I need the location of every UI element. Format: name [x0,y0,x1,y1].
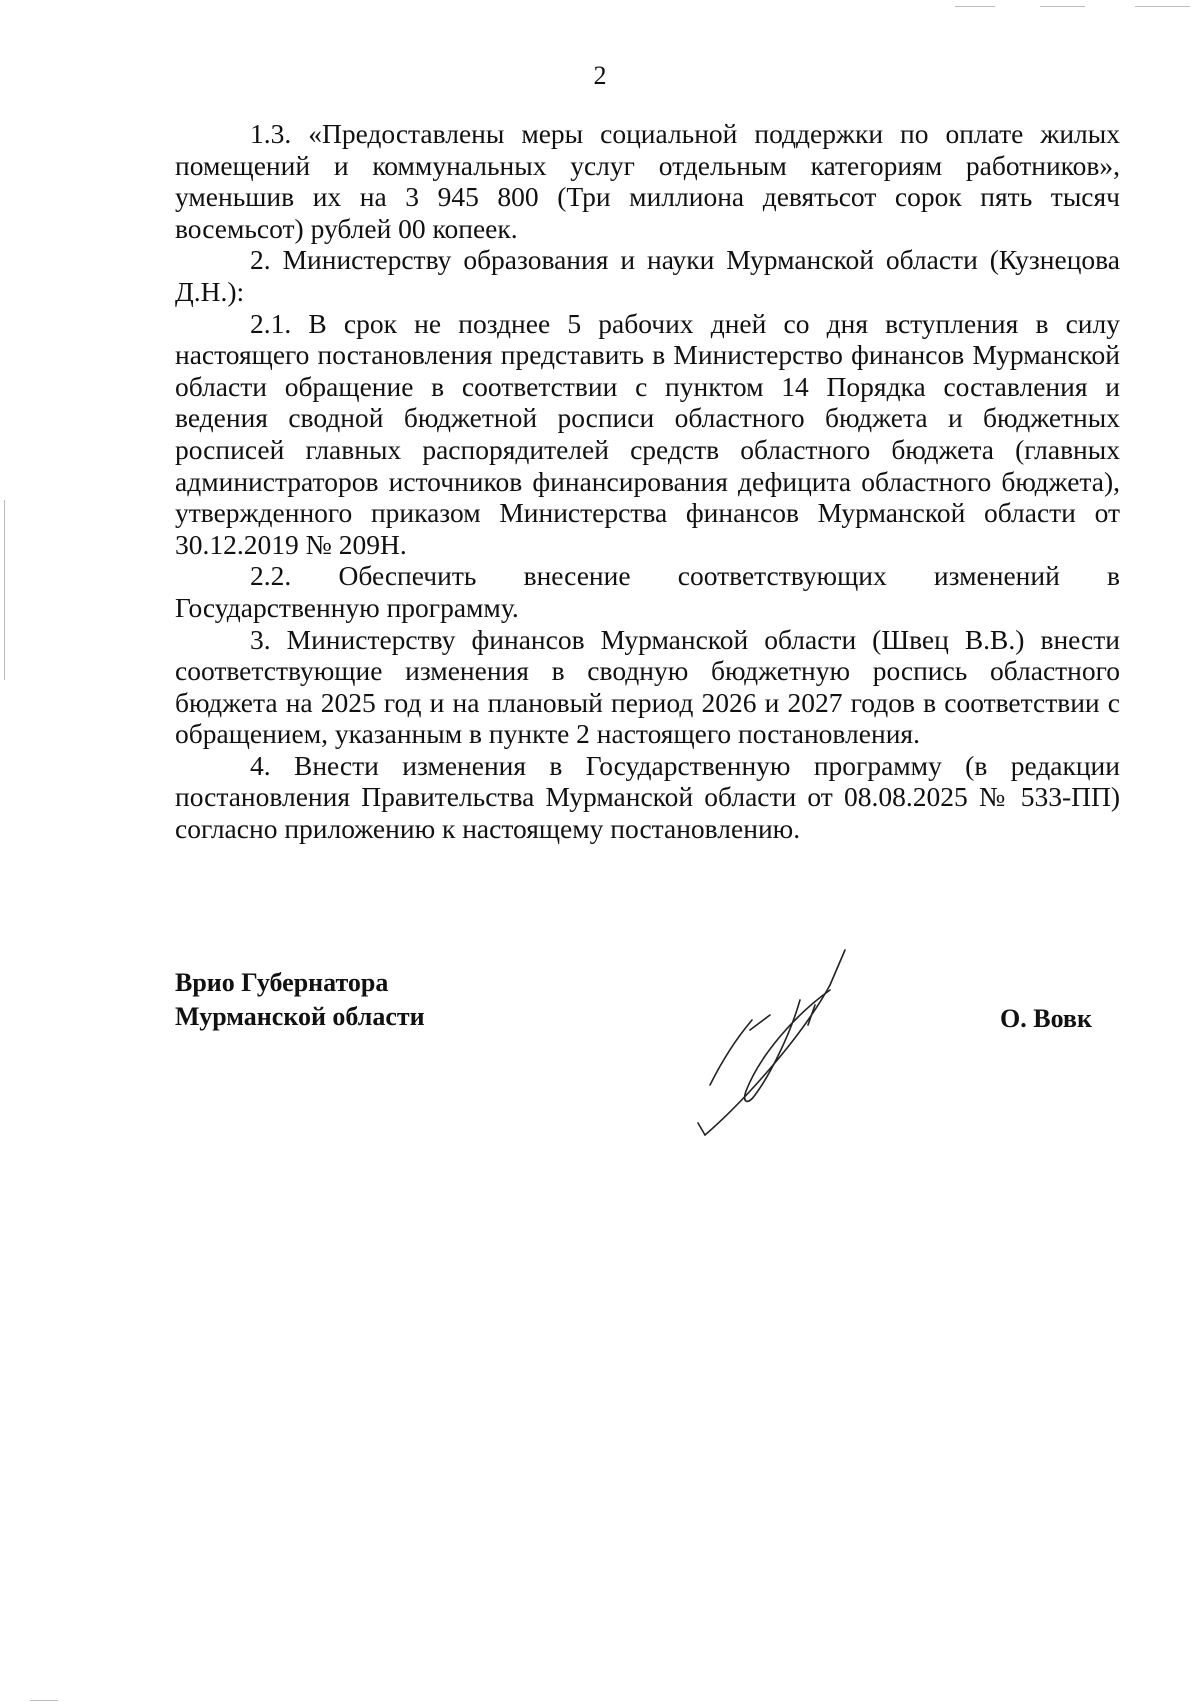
paragraph-2-2: 2.2. Обеспечить внесение соответствующих изменений в Государственную программу. [175,560,1120,623]
handwritten-signature [680,945,880,1145]
signer-title [175,966,425,1034]
scan-mark-bottom [30,1700,58,1701]
paragraph-2: 2. Министерству образования и науки Мурманской области (Кузнецова Д.Н.): [175,244,1120,307]
paragraph-1-3: 1.3. «Предоставлены меры социальной поддержки по оплате жилых помещений и коммунальных услуг отдельным категориям работников», уменьшив их на 3 945 800 (Три миллиона девятьсот сорок пять тысяч восемьсот) рублей 00 копеек. [175,118,1120,244]
scan-mark-top-3 [1135,6,1190,7]
signer-name: О. Вовк [1000,1004,1092,1033]
document-body [175,118,1120,845]
scan-mark-left [4,500,5,680]
signer-title-line2: Мурманской области [175,1002,425,1031]
page-number: 2 [593,61,607,90]
scan-mark-top-2 [1040,6,1085,7]
paragraph-3: 3. Министерству финансов Мурманской области (Швец В.В.) внести соответствующие изменения в сводную бюджетную роспись областного бюджета на 2025 год и на плановый период 2026 и 2027 годов в соответствии с обращением, указанным в пункте 2 настоящего постановления. [175,623,1120,750]
scan-mark-top-1 [955,6,995,7]
signer-title-line1: Врио Губернатора [175,968,389,997]
paragraph-2-1: 2.1. В срок не позднее 5 рабочих дней со дня вступления в силу настоящего постановления представить в Министерство финансов Мурманской области обращение в соответствии с пунктом 14 Порядка составления и ведения сводной бюджетной росписи областного бюджета и бюджетных росписей главных распорядителей средств областного бюджета (главных администраторов источников финансирования дефицита областного бюджета), утвержденного приказом Министерства финансов Мурманской области от 30.12.2019 № 209Н. [175,307,1120,560]
paragraph-4: 4. Внести изменения в Государственную программу (в редакции постановления Правительства Мурманской области от 08.08.2025 № 533-ПП) согласно приложению к настоящему постановлению. [175,749,1120,845]
